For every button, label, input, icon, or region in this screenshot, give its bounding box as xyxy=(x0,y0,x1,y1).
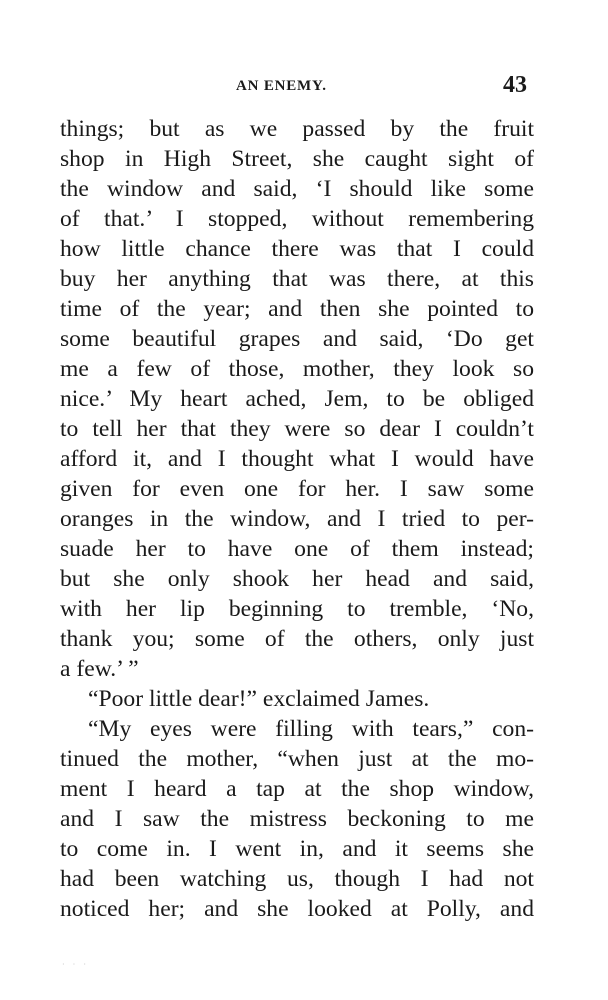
text-line: given for even one for her. I saw some xyxy=(60,476,534,502)
text-line-paragraph-end: a few.’ ” xyxy=(60,656,139,682)
text-line: noticed her; and she looked at Polly, and xyxy=(60,896,534,922)
text-line: ment I heard a tap at the shop window, xyxy=(60,776,534,802)
text-line: with her lip beginning to tremble, ‘No, xyxy=(60,596,534,622)
text-line: oranges in the window, and I tried to per- xyxy=(60,506,534,532)
body-text xyxy=(60,114,534,924)
text-line: to tell her that they were so dear I couldn’t xyxy=(60,416,534,442)
text-line: tinued the mother, “when just at the mo- xyxy=(60,746,534,772)
text-line: how little chance there was that I could xyxy=(60,236,534,262)
text-line: me a few of those, mother, they look so xyxy=(60,356,534,382)
text-line: things; but as we passed by the fruit xyxy=(60,116,534,142)
text-line-paragraph-start: “Poor little dear!” exclaimed James. xyxy=(88,686,430,712)
running-head xyxy=(0,72,608,102)
text-line: thank you; some of the others, only just xyxy=(60,626,534,652)
text-line: had been watching us, though I had not xyxy=(60,866,534,892)
text-line: nice.’ My heart ached, Jem, to be obliged xyxy=(60,386,534,412)
text-line: of that.’ I stopped, without remembering xyxy=(60,206,534,232)
text-line: time of the year; and then she pointed to xyxy=(60,296,534,322)
text-line: suade her to have one of them instead; xyxy=(60,536,534,562)
text-line: buy her anything that was there, at this xyxy=(60,266,534,292)
text-line: afford it, and I thought what I would have xyxy=(60,446,534,472)
text-line: and I saw the mistress beckoning to me xyxy=(60,806,534,832)
page-number: 43 xyxy=(503,72,527,98)
text-line: some beautiful grapes and said, ‘Do get xyxy=(60,326,534,352)
text-line: to come in. I went in, and it seems she xyxy=(60,836,534,862)
paper-speck-decoration: · · · xyxy=(62,960,89,969)
text-line-paragraph-start: “My eyes were filling with tears,” con- xyxy=(88,716,534,742)
text-line: but she only shook her head and said, xyxy=(60,566,534,592)
text-line: the window and said, ‘I should like some xyxy=(60,176,534,202)
text-line: shop in High Street, she caught sight of xyxy=(60,146,534,172)
running-title: AN ENEMY. xyxy=(236,78,327,94)
